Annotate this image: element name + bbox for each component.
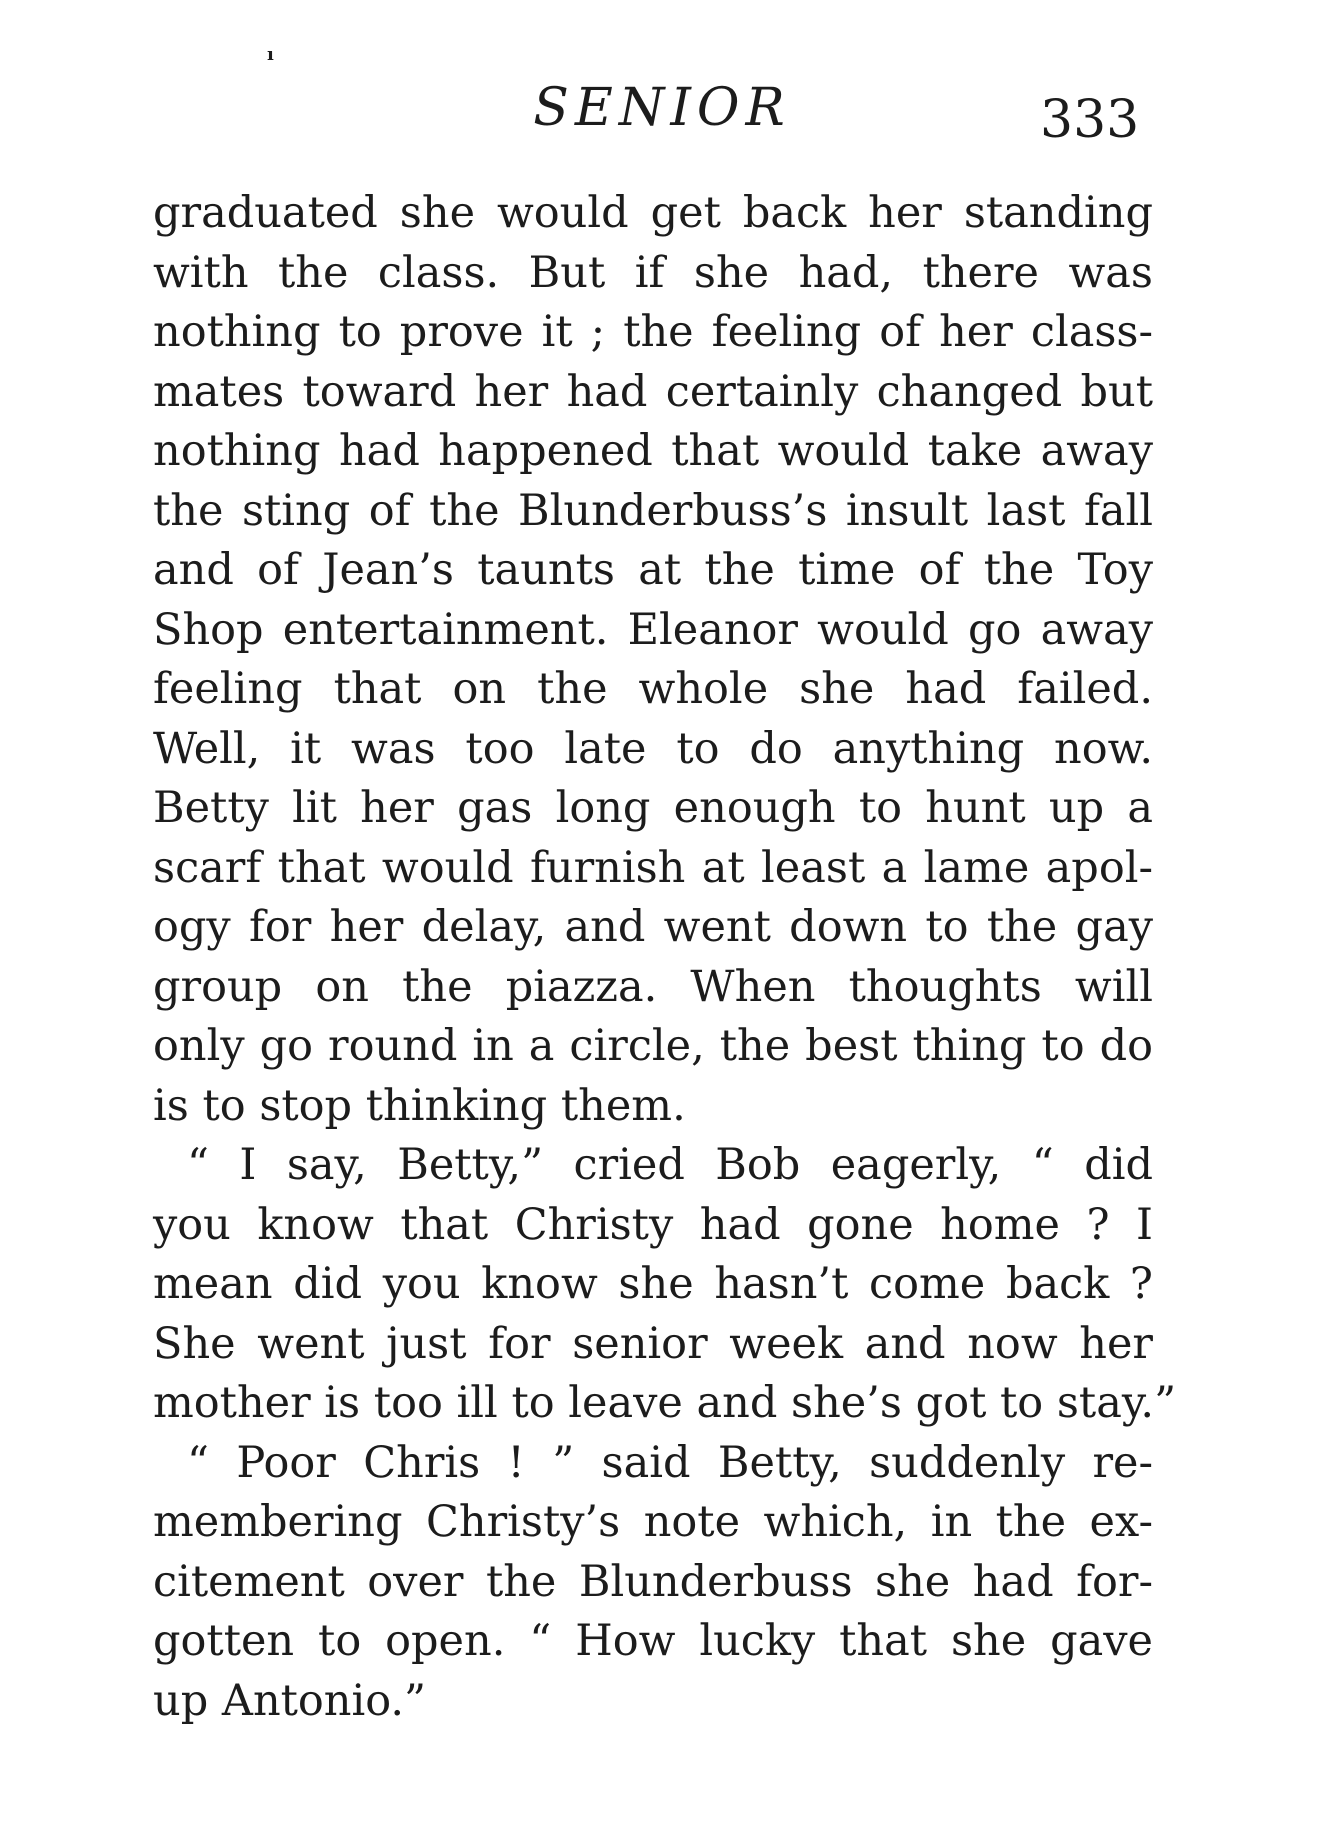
text-line: nothing had happened that would take away xyxy=(153,426,1153,476)
paragraph-3 xyxy=(153,1434,1153,1732)
text-line: citement over the Blunderbuss she had for- xyxy=(153,1556,1153,1607)
text-line: and of Jean’s taunts at the time of the Toy xyxy=(153,545,1153,595)
text-line: membering Christy’s note which, in the ex- xyxy=(153,1497,1153,1547)
text-line: gotten to open. “ How lucky that she gave xyxy=(153,1616,1153,1666)
text-line: nothing to prove it ; the feeling of her class- xyxy=(153,307,1153,357)
text-line: She went just for senior week and now her xyxy=(153,1318,1153,1369)
paragraph-2 xyxy=(153,1136,1177,1434)
print-speck: ı xyxy=(267,44,274,65)
text-line: Shop entertainment. Eleanor would go away xyxy=(153,604,1153,655)
text-line: only go round in a circle, the best thing to do xyxy=(153,1021,1153,1071)
text-line: graduated she would get back her standing xyxy=(153,188,1153,238)
text-line: “ I say, Betty,” cried Bob eagerly, “ did xyxy=(187,1140,1153,1190)
text-line: ogy for her delay, and went down to the gay xyxy=(153,902,1153,952)
text-line: with the class. But if she had, there was xyxy=(153,247,1153,298)
text-line: mean did you know she hasn’t come back ? xyxy=(153,1259,1153,1309)
text-line: you know that Christy had gone home ? I xyxy=(153,1199,1153,1250)
page-number: 333 xyxy=(1040,90,1140,150)
text-line: up Antonio.” xyxy=(153,1675,427,1726)
text-line: Betty lit her gas long enough to hunt up a xyxy=(153,783,1153,833)
text-line: mates toward her had certainly changed but xyxy=(153,366,1153,417)
text-line: is to stop thinking them. xyxy=(153,1080,686,1131)
text-line: mother is too ill to leave and she’s got to stay.” xyxy=(153,1378,1177,1428)
text-line: Well, it was too late to do anything now. xyxy=(153,723,1153,774)
paragraph-1 xyxy=(153,184,1153,1136)
running-title: SENIOR xyxy=(533,78,791,138)
body-text xyxy=(153,184,1177,1731)
text-line: group on the piazza. When thoughts will xyxy=(153,961,1153,1012)
text-line: scarf that would furnish at least a lame apol- xyxy=(153,842,1153,893)
text-line: “ Poor Chris ! ” said Betty, suddenly re- xyxy=(187,1437,1153,1488)
text-line: feeling that on the whole she had failed. xyxy=(153,664,1153,714)
text-line: the sting of the Blunderbuss’s insult last fall xyxy=(153,485,1153,536)
